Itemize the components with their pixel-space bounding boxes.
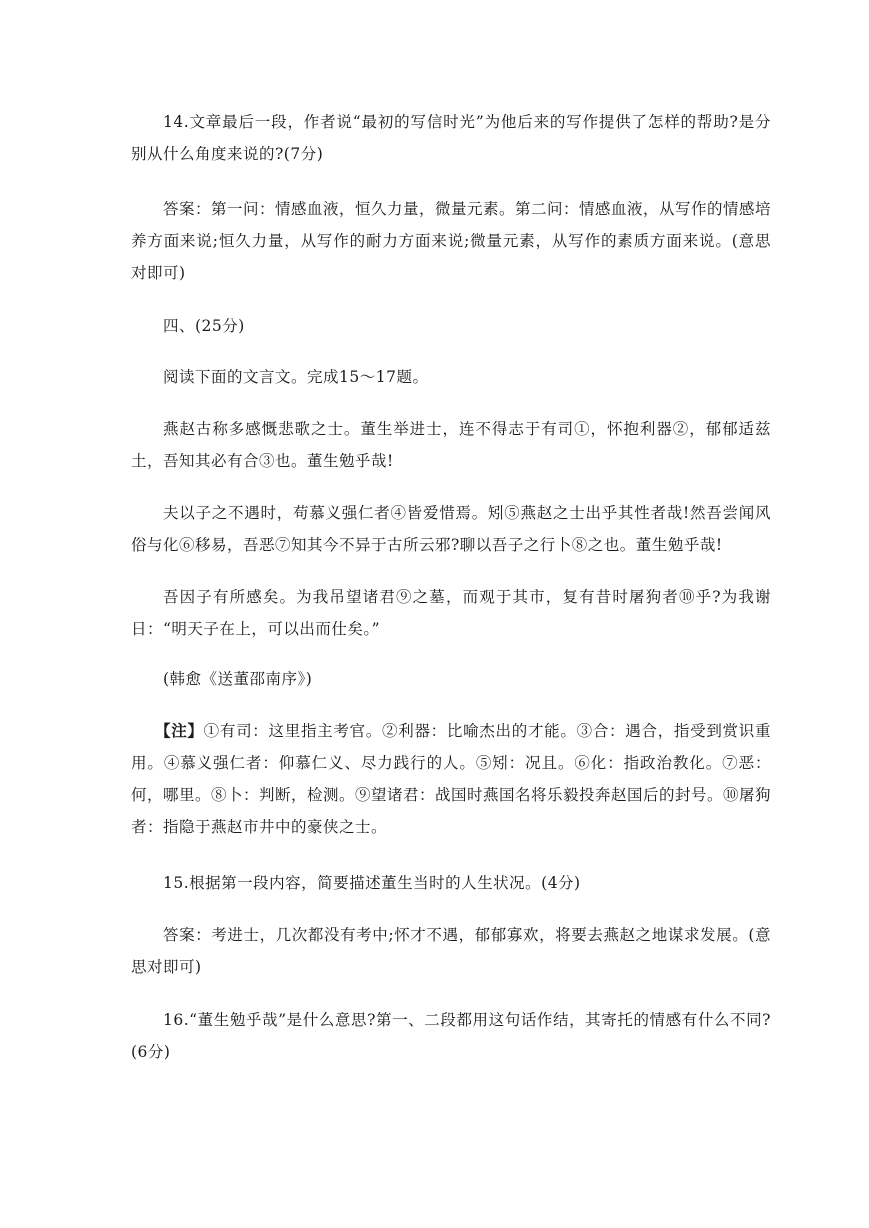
annotation-block [131,715,771,843]
section-heading-4: 四、(25分) [163,317,245,335]
question-14: 14.文章最后一段，作者说“最初的写信时光”为他后来的写作提供了怎样的帮助?是分别从什么角度来说的?(7分) [131,113,771,163]
question-16: 16.“董生勉乎哉”是什么意思?第一、二段都用这句话作结，其寄托的情感有什么不同?(6分) [131,1011,771,1061]
passage-paragraph-2: 夫以子之不遇时，苟慕义强仁者④皆爱惜焉。矧⑤燕赵之士出乎其性者哉!然吾尝闻风俗与化⑥移易，吾恶⑦知其今不异于古所云邪?聊以吾子之行卜⑧之也。董生勉乎哉! [131,504,771,554]
question-15: 15.根据第一段内容，简要描述董生当时的人生状况。(4分) [163,874,581,892]
answer-15: 答案：考进士，几次都没有考中;怀才不遇，郁郁寡欢，将要去燕赵之地谋求发展。(意思对即可) [131,926,771,976]
annotation-text: ①有司：这里指主考官。②利器：比喻杰出的才能。③合：遇合，指受到赏识重用。④慕义强仁者：仰慕仁义、尽力践行的人。⑤矧：况且。⑥化：指政治教化。⑦恶：何，哪里。⑧卜：判断，检测。⑨望诸君：战国时燕国名将乐毅投奔赵国后的封号。⑩屠狗者：指隐于燕赵市井中的豪侠之士。 [131,722,772,836]
reading-instruction: 阅读下面的文言文。完成15～17题。 [163,368,429,386]
passage-paragraph-1: 燕赵古称多感慨悲歌之士。董生举进士，连不得志于有司①，怀抱利器②，郁郁适兹土，吾知其必有合③也。董生勉乎哉! [131,420,771,470]
passage-source: (韩愈《送董邵南序》) [163,670,313,688]
annotation-label: 【注】 [155,721,204,740]
passage-paragraph-3: 吾因子有所感矣。为我吊望诸君⑨之墓，而观于其市，复有昔时屠狗者⑩乎?为我谢日：“明天子在上，可以出而仕矣。” [131,588,771,638]
answer-14: 答案：第一问：情感血液，恒久力量，微量元素。第二问：情感血液，从写作的情感培养方面来说;恒久力量，从写作的耐力方面来说;微量元素，从写作的素质方面来说。(意思对即可) [131,200,772,282]
